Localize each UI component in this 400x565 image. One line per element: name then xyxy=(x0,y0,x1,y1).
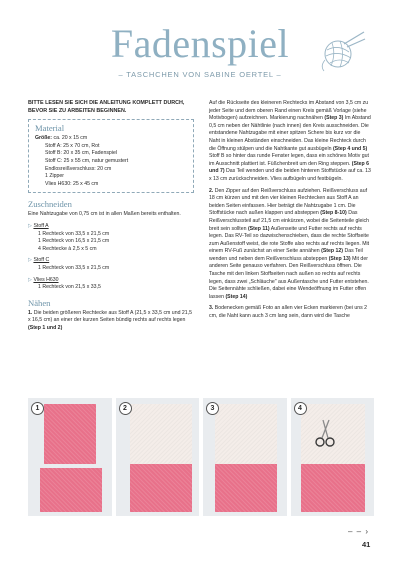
cut-line: 4 Rechtecke à 2,5 x 5 cm xyxy=(38,245,97,252)
step-number-badge: 2 xyxy=(119,402,132,415)
cut-line: 1 Rechteck von 16,5 x 21,5 cm xyxy=(38,238,110,245)
step-photo-4 xyxy=(291,398,375,516)
zuschneiden-intro: Eine Nahtzugabe von 0,75 cm ist in allen Maßen bereits enthalten. xyxy=(28,211,181,218)
step-1-text: 1. Die beiden größeren Rechtecke aus Stoff A (21,5 x 33,5 cm und 21,5 x 16,5 cm) an einer der kurzen Seiten bündig rechts auf rechts legen (Step 1 und 2) xyxy=(28,309,193,331)
arrow-icon: ▷ xyxy=(28,276,34,283)
step-1-continued: Auf die Rückseite des kleineren Rechtecks im Abstand von 3,5 cm zu jeder Seite und dem oberen Rand einen Kreis gemäß Vorlage (siehe Motivbogen) aufzeichnen. Markierung nachnähen (Step 3) Im Abstand 0,5 cm neben der Nähtlinie (nach innen) den Kreis ausschneiden. Die entstandene Nahtzugabe mit einer spitzen Schere bis kurz vor die Naht in kleinen Abständen einschneiden. Das kleine Rechteck durch die Öffnung stülpen und die Nahtkante gut ausbügeln (Step 4 und 5) Stoff B so hinter das runde Fenster legen, dass ein schönes Motiv gut im Ausschnitt plattiert ist. Füßchenbreit um den Ring steppen. (Step 6 und 7) Das Teil wenden und die beiden hinteren Stoffstücke auf ca. 13 x 13 cm zurückschneiden. Vlies aufbügeln und festbügeln. xyxy=(209,100,371,182)
warning-note: BITTE LESEN SIE SICH DIE ANLEITUNG KOMPLETT DURCH, BEVOR SIE ZU ARBEITEN BEGINNEN. xyxy=(28,100,185,114)
material-box xyxy=(28,119,194,193)
step-photo-2 xyxy=(116,398,200,516)
material-heading: Material xyxy=(35,123,65,134)
material-item: 1 Zipper xyxy=(45,173,65,180)
continue-arrow-icon: – – › xyxy=(348,527,370,536)
step-number-badge: 1 xyxy=(31,402,44,415)
naehen-heading: Nähen xyxy=(28,297,51,308)
material-item: Stoff B: 20 x 35 cm, Fadenspiel xyxy=(45,150,117,157)
yarn-ball-icon xyxy=(318,30,366,72)
material-item: Stoff C: 25 x 55 cm, natur gemustert xyxy=(45,157,129,164)
page-number: 41 xyxy=(362,540,371,549)
cut-line: 1 Rechteck von 33,5 x 21,5 cm xyxy=(38,264,110,271)
cut-group-stoff-c xyxy=(28,257,194,272)
page-subtitle: – TASCHCHEN VON SABINE OERTEL – xyxy=(118,70,282,79)
arrow-icon: ▷ xyxy=(28,257,34,264)
cut-group-label: Stoff C xyxy=(33,257,50,264)
material-item: Endlosreißverschluss: 20 cm xyxy=(45,165,112,172)
arrow-icon: ▷ xyxy=(28,222,34,229)
step-number-badge: 3 xyxy=(206,402,219,415)
step-photo-1 xyxy=(28,398,112,516)
size-value: ca. 20 x 15 cm xyxy=(53,135,88,142)
material-item: Vlies H630: 25 x 45 cm xyxy=(45,180,99,187)
left-column xyxy=(28,100,194,332)
right-column xyxy=(209,100,372,321)
material-item: Stoff A: 25 x 70 cm, Rot xyxy=(45,142,100,149)
cut-group-vlies xyxy=(28,277,194,292)
step-number-badge: 4 xyxy=(294,402,307,415)
zuschneiden-heading: Zuschneiden xyxy=(28,199,72,210)
cut-line: 1 Rechteck von 33,5 x 21,5 cm xyxy=(38,230,110,237)
scissors-icon xyxy=(313,418,339,448)
step-photos xyxy=(28,398,374,516)
cut-group-stoff-a xyxy=(28,223,194,253)
cut-group-label: Vlies H630 xyxy=(33,276,59,283)
page-title: Fadenspiel xyxy=(110,21,290,66)
step-photo-3 xyxy=(203,398,287,516)
step-3-text: 3. Bodenecken gemäß Foto an allen vier Ecken markieren (bei uns 2 cm, die Naht kann auch 3 cm lang sein, dann wird die Tasche xyxy=(209,305,368,320)
cut-group-label: Stoff A xyxy=(33,222,49,229)
cut-line: 1 Rechteck von 21,5 x 33,5 xyxy=(38,284,101,291)
size-label: Größe: xyxy=(35,135,53,142)
step-2-text: 2. Den Zipper auf den Reißverschluss aufziehen. Reißverschluss auf 18 cm kürzen und mit den vier kleinen Rechtecken aus Stoff A an beiden Seiten einfassen. Hier beträgt die Nahtzugabe 1 cm. Die Stoffstücke nach außen klappen und abstеppen (Step 8-10) Das Reißverschlussteil auf 21,5 cm einkürzen, wobei die Seitenteile gleich breit sein sollten (Step 11) Außenseite und Futter rechts auf rechts legen. Das RV-Teil so dazwischenschieben, dass die rechte Stoffseite zum Außenstoff weist, die rote Stoffe also rechts auf rechts liegen. Mit einem RV-Fuß zunächst an einer Seite annähen (Step 12) Das Teil wenden und neben dem Reißverschluss abstеppen (Step 13) Mit der anderen Seite genauso verfahren. Den Reißverschluss öffnen. Die Tasche mit den linken Stoffseiten nach außen so rechts auf rechts legen, dass zwei „Schläuche" aus Außentasche und Futter entstehen. Die Seitennähte schließen, dabei eine Wendeöffnung im Futter offen lassen (Step 14) xyxy=(209,187,370,300)
material-size xyxy=(35,135,187,143)
